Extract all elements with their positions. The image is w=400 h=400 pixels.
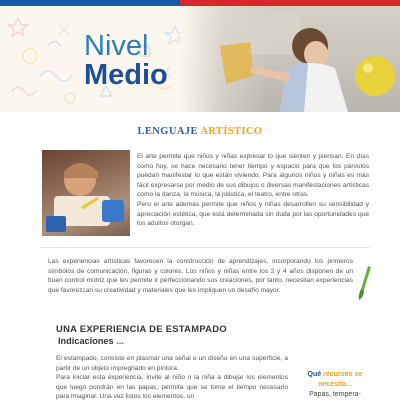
activity-text-2: Para iniciar esta experiencia, invite al niño o la niña a dibujar los elementos que luego pondrán en las papas, permita que se tome el tiempo necesario para imaginar. Una vez listos los elementos, un: [56, 374, 288, 400]
intro-text-1: El arte permite que niños y niñas expresar lo que sienten y piensan. En días como hoy, se hace necesario tener tiempo y espacio para que los párvulos puedan manifestar lo que están viviendo. Para algunos niños y niñas es más fácil expresarse por medio de sus dibujos o diversas manifestaciones artísticas como la danza, la música, la plástica, el teatro, entre otras.: [137, 153, 369, 199]
intro-text-2: Pero el arte además permite que niños y niñas desarrollen su sensibilidad y apreciación estética, que está determinada sin duda por las oportunidades que los adultos otorgan.: [137, 200, 369, 228]
resources-aside: [296, 370, 374, 400]
activity-subheading-dots: ...: [116, 336, 124, 346]
paintbrush-icon: [355, 264, 375, 302]
star-doodle-icon: [8, 18, 28, 36]
child-with-balloon-illustration: [180, 6, 400, 112]
intro-paragraph: [137, 152, 369, 229]
section-title-part2: ARTÍSTICO: [200, 126, 263, 137]
activity-paragraph: [56, 354, 288, 400]
level-title-line1: Nivel: [84, 30, 149, 62]
activity-heading: UNA EXPERIENCIA DE ESTAMPADO: [56, 323, 227, 334]
resources-title-rest: recursos se necesita...: [318, 371, 363, 388]
child-painting-photo: [42, 150, 130, 236]
section-divider: [40, 247, 370, 248]
resources-title: [296, 370, 374, 390]
activity-subheading-text: Indicaciones: [58, 336, 114, 346]
child-painting-illustration: [42, 150, 130, 236]
activity-text-1: El estampado, consiste en plasmar una señal o un diseño en una superficie, a partir de un objeto impregnado en pintura.: [56, 355, 288, 372]
level-title: [84, 32, 184, 90]
resources-title-q: Qué: [307, 371, 322, 378]
section-title-part1: LENGUAJE: [137, 126, 198, 137]
header-photo: [180, 6, 400, 112]
resources-items: Papas, tempera-: [309, 391, 361, 398]
level-title-line2: Medio: [84, 59, 168, 91]
header-banner: [0, 6, 400, 112]
experiences-paragraph: Las experiencias artísticas favorecen la construcción de aprendizajes, incorporando los primeros símbolos de comunicación, figuras y colores. Los niños y niñas entre los 2 y 4 años disponen de un buen control motriz que les permite ir perfeccionando sus creaciones, por tanto, necesitan experiencias que favorezcan su creatividad y materiales que les impliquen un desafío mayor.: [48, 258, 353, 294]
activity-subheading: [58, 336, 124, 346]
section-title: [0, 126, 400, 137]
